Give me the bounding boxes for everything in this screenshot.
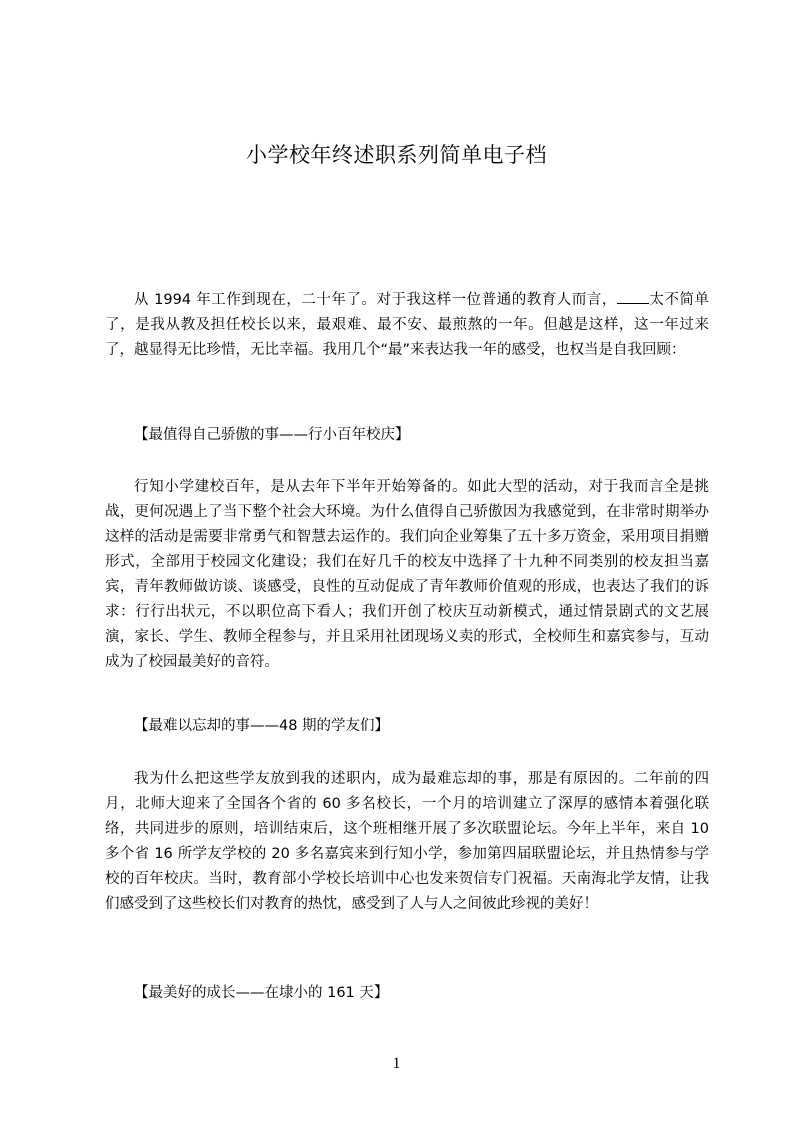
intro-text-after-blank: 太不简单了，是我从教及担任校长以来，最艰难、最不安、最煎熬的一年。但越是这样，这一年过来了，越显得无比珍惜，无比幸福。我用几个“最”来表达我一年的感受，也权当是自我回顾： [105,292,709,358]
intro-text-before-blank: 从 1994 年工作到现在，二十年了。对于我这样一位普通的教育人而言， [134,292,617,308]
fill-in-blank [617,291,649,304]
intro-paragraph [105,288,709,388]
document-title: 小学校年终述职系列简单电子档 [246,143,547,167]
section-heading-1: 【最值得自己骄傲的事——行小百年校庆】 [134,427,410,443]
section-heading-2: 【最难以忘却的事——48 期的学友们】 [134,718,390,734]
section-heading-3: 【最美好的成长——在埭小的 161 天】 [134,985,389,1001]
section-body-2: 我为什么把这些学友放到我的述职内，成为最难忘却的事，那是有原因的。二年前的四月，北师大迎来了全国各个省的 60 多名校长，一个月的培训建立了深厚的感情本着强化联络，共同进步的原则，培训结束后，这个班相继开展了多次联盟论坛。今年上半年，来自 10 多个省 16 所学友学校的 20 多名嘉宾来到行知小学，参加第四届联盟论坛，并且热情参与学校的百年校庆。当时，教育部小学校长培训中心也发来贺信专门祝福。天南海北学友情，让我们感受到了这些校长们对教育的热忱，感受到了人与人之间彼此珍视的美好！ [105,771,709,912]
section-body-1: 行知小学建校百年，是从去年下半年开始筹备的。如此大型的活动，对于我而言全是挑战，更何况遇上了当下整个社会大环境。为什么值得自己骄傲因为我感觉到，在非常时期举办这样的活动是需要非常勇气和智慧去运作的。我们向企业筹集了五十多万资金，采用项目捐赠形式，全部用于校园文化建设；我们在好几千的校友中选择了十九种不同类别的校友担当嘉宾，青年教师做访谈、谈感受，良性的互动促成了青年教师价值观的形成，也表达了我们的诉求：行行出状元，不以职位高下看人；我们开创了校庆互动新模式，通过情景剧式的文艺展演，家长、学生、教师全程参与，并且采用社团现场义卖的形式，全校师生和嘉宾参与，互动成为了校园最美好的音符。 [105,479,709,670]
page-number: 1 [392,1055,401,1072]
